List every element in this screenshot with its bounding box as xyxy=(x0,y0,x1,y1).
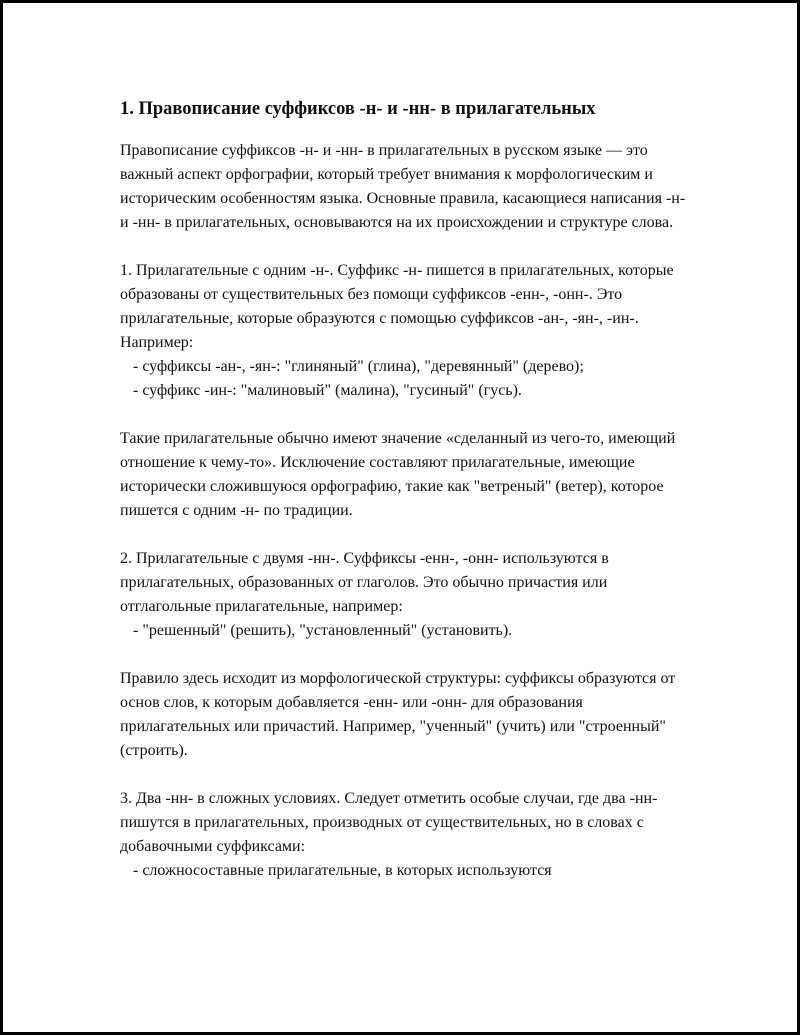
section-2-paragraph xyxy=(120,547,690,643)
section-1-text: 1. Прилагательные с одним -н-. Суффикс -н- пишется в прилагательных, которые образованы от существительных без помощи суффиксов -енн-, -онн-. Это прилагательные, которые образуются с помощью суффиксов -ан-, -ян-, -ин-. Например: xyxy=(120,262,674,351)
meaning-paragraph: Такие прилагательные обычно имеют значение «сделанный из чего-то, имеющий отношение к чему-то». Исключение составляют прилагательные, имеющие исторически сложившуюся орфографию, такие как "ветреный" (ветер), которое пишется с одним -н- по традиции. xyxy=(120,430,676,519)
section-1-item-1: - суффиксы -ан-, -ян-: "глиняный" (глина), "деревянный" (дерево); xyxy=(133,358,584,375)
document-title: 1. Правописание суффиксов -н- и -нн- в прилагательных xyxy=(120,99,596,119)
intro-paragraph: Правописание суффиксов -н- и -нн- в прилагательных в русском языке — это важный аспект орфографии, который требует внимания к морфологическим и историческим особенностям языка. Основные правила, касающиеся написания -н- и -нн- в прилагательных, основываются на их происхождении и структуре слова. xyxy=(120,142,686,231)
section-1-paragraph xyxy=(120,259,690,403)
section-2-text: 2. Прилагательные с двумя -нн-. Суффиксы -енн-, -онн- используются в прилагательных, образованных от глаголов. Это обычно причастия или отглагольные прилагательные, например: xyxy=(120,550,609,615)
section-3-text: 3. Два -нн- в сложных условиях. Следует отметить особые случаи, где два -нн- пишутся в прилагательных, производных от существительных, но в словах с добавочными суффиксами: xyxy=(120,790,658,855)
section-2-item-1: - "решенный" (решить), "установленный" (установить). xyxy=(133,622,513,639)
document-content xyxy=(120,97,690,907)
section-1-item-2: - суффикс -ин-: "малиновый" (малина), "гусиный" (гусь). xyxy=(133,382,522,399)
section-3-item-1: - сложносоставные прилагательные, в которых используются xyxy=(133,862,552,879)
rule-paragraph: Правило здесь исходит из морфологической структуры: суффиксы образуются от основ слов, к которым добавляется -енн- или -онн- для образования прилагательных или причастий. Например, "ученный" (учить) или "строенный" (строить). xyxy=(120,670,676,759)
section-3-paragraph xyxy=(120,787,690,883)
